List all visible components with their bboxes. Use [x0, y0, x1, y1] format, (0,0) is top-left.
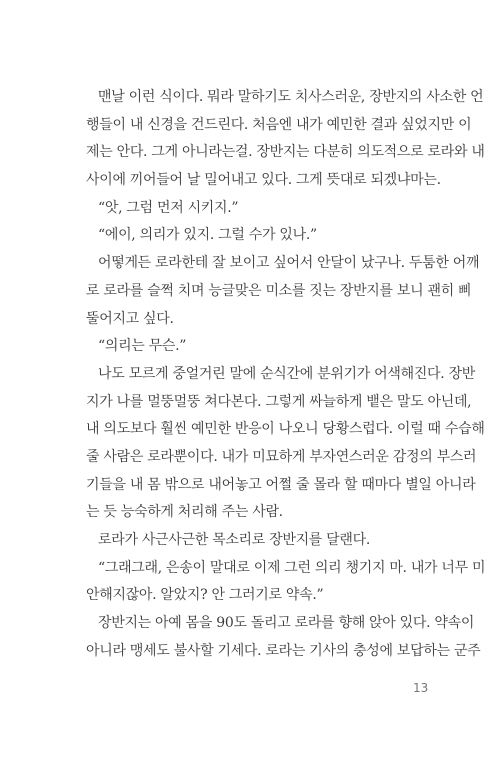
text-line: 줄 사람은 로라뿐이다. 내가 미묘하게 부자연스러운 감정의 부스러: [86, 448, 477, 465]
text-line: 지가 나를 멀뚱멀뚱 쳐다본다. 그렇게 싸늘하게 뱉은 말도 아닌데,: [86, 393, 472, 410]
body-text: [86, 84, 486, 665]
text-line: 아니라 맹세도 불사할 기세다. 로라는 기사의 충성에 보답하는 군주: [86, 642, 481, 659]
text-line: 뚤어지고 싶다.: [86, 310, 174, 327]
text-line: 맨날 이런 식이다. 뭐라 말하기도 치사스러운, 장반지의 사소한 언: [98, 89, 484, 105]
text-line: “그래그래, 은송이 말대로 이제 그런 의리 챙기지 마. 내가 너무 미: [98, 559, 486, 576]
text-line: 사이에 끼어들어 날 밀어내고 있다. 그게 뜻대로 되겠냐마는.: [86, 172, 441, 189]
text-line: 로라가 사근사근한 목소리로 장반지를 달랜다.: [98, 532, 371, 548]
text-line: 어떻게든 로라한테 잘 보이고 싶어서 안달이 났구나. 두툼한 어깨: [98, 255, 480, 272]
text-line: 제는 안다. 그게 아니라는걸. 장반지는 다분히 의도적으로 로라와 내: [86, 144, 485, 161]
text-line: “의리는 무슨.”: [98, 338, 187, 355]
text-line: 행들이 내 신경을 건드린다. 처음엔 내가 예민한 결과 싶었지만 이: [86, 116, 472, 133]
text-line: 나도 모르게 중얼거린 말에 순식간에 분위기가 어색해진다. 장반: [98, 365, 476, 382]
page-number: 13: [413, 681, 429, 695]
text-line: “에이, 의리가 있지. 그럴 수가 있나.”: [98, 227, 317, 244]
text-line: 내 의도보다 훨씬 예민한 반응이 나오니 당황스럽다. 이럴 때 수습해: [86, 421, 485, 438]
text-line: 로 로라를 슬쩍 치며 능글맞은 미소를 짓는 장반지를 보니 괜히 삐: [86, 282, 472, 299]
text-line: 장반지는 아예 몸을 90도 돌리고 로라를 향해 앉아 있다. 약속이: [98, 615, 475, 632]
text-line: 안해지잖아. 알았지? 안 그러기로 약속.”: [86, 587, 324, 604]
text-line: 는 듯 능숙하게 처리해 주는 사람.: [86, 504, 283, 521]
text-line: 기들을 내 몸 밖으로 내어놓고 어쩔 줄 몰라 할 때마다 별일 아니라: [86, 476, 476, 493]
text-line: “앗, 그럼 먼저 시키지.”: [98, 199, 239, 216]
